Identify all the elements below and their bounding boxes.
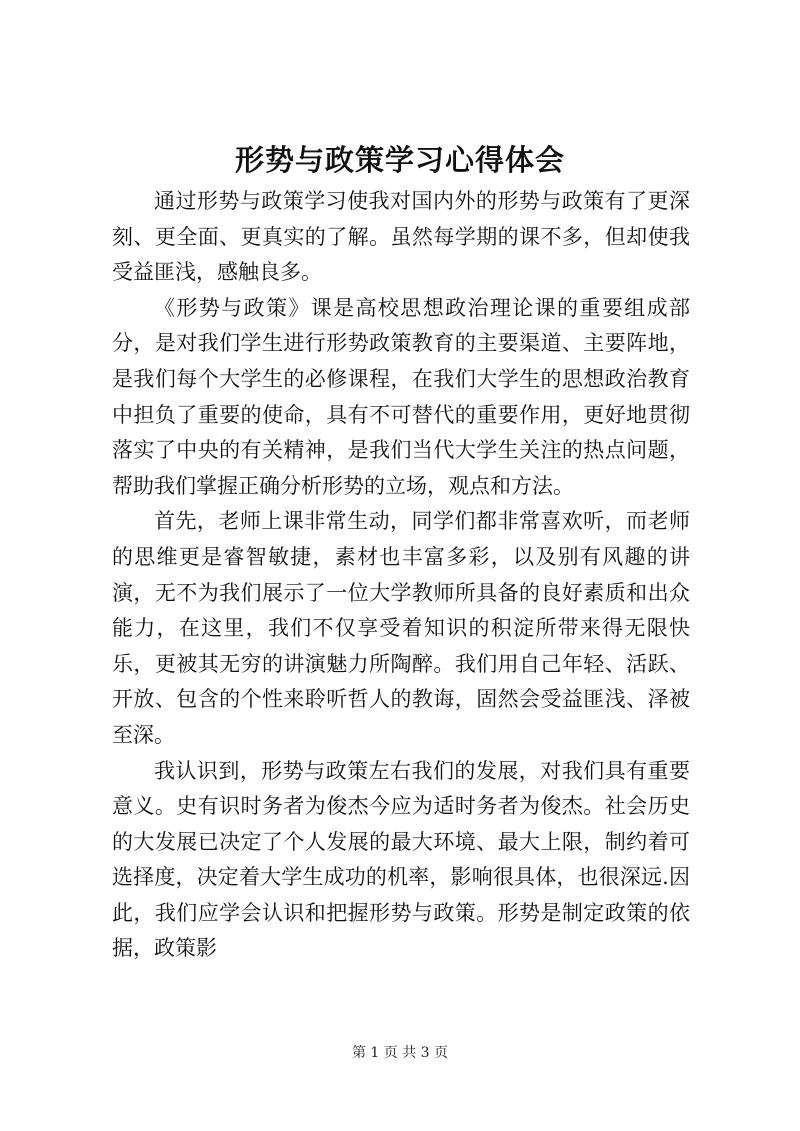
document-body <box>112 184 690 967</box>
paragraph-3: 首先，老师上课非常生动，同学们都非常喜欢听，而老师的思维更是睿智敏捷，素材也丰富多彩，以及别有风趣的讲演，无不为我们展示了一位大学教师所具备的良好素质和出众能力，在这里，我们不仅享受着知识的积淀所带来得无限快乐，更被其无穷的讲演魅力所陶醉。我们用自己年轻、活跃、开放、包含的个性来聆听哲人的教诲，固然会受益匪浅、泽被至深。 <box>112 509 690 747</box>
page-footer: 第 1 页 共 3 页 <box>351 1045 449 1061</box>
document-title: 形势与政策学习心得体会 <box>234 143 565 177</box>
paragraph-1: 通过形势与政策学习使我对国内外的形势与政策有了更深刻、更全面、更真实的了解。虽然每学期的课不多，但却使我受益匪浅，感触良多。 <box>112 189 690 285</box>
paragraph-4: 我认识到，形势与政策左右我们的发展，对我们具有重要意义。史有识时务者为俊杰今应为适时务者为俊杰。社会历史的大发展已决定了个人发展的最大环境、最大上限，制约着可选择度，决定着大学生成功的机率，影响很具体，也很深远.因此，我们应学会认识和把握形势与政策。形势是制定政策的依据，政策影 <box>112 758 690 961</box>
paragraph-2: 《形势与政策》课是高校思想政治理论课的重要组成部分，是对我们学生进行形势政策教育的主要渠道、主要阵地，是我们每个大学生的必修课程，在我们大学生的思想政治教育中担负了重要的使命，具有不可替代的重要作用，更好地贯彻落实了中央的有关精神，是我们当代大学生关注的热点问题，帮助我们掌握正确分析形势的立场，观点和方法。 <box>112 295 690 498</box>
